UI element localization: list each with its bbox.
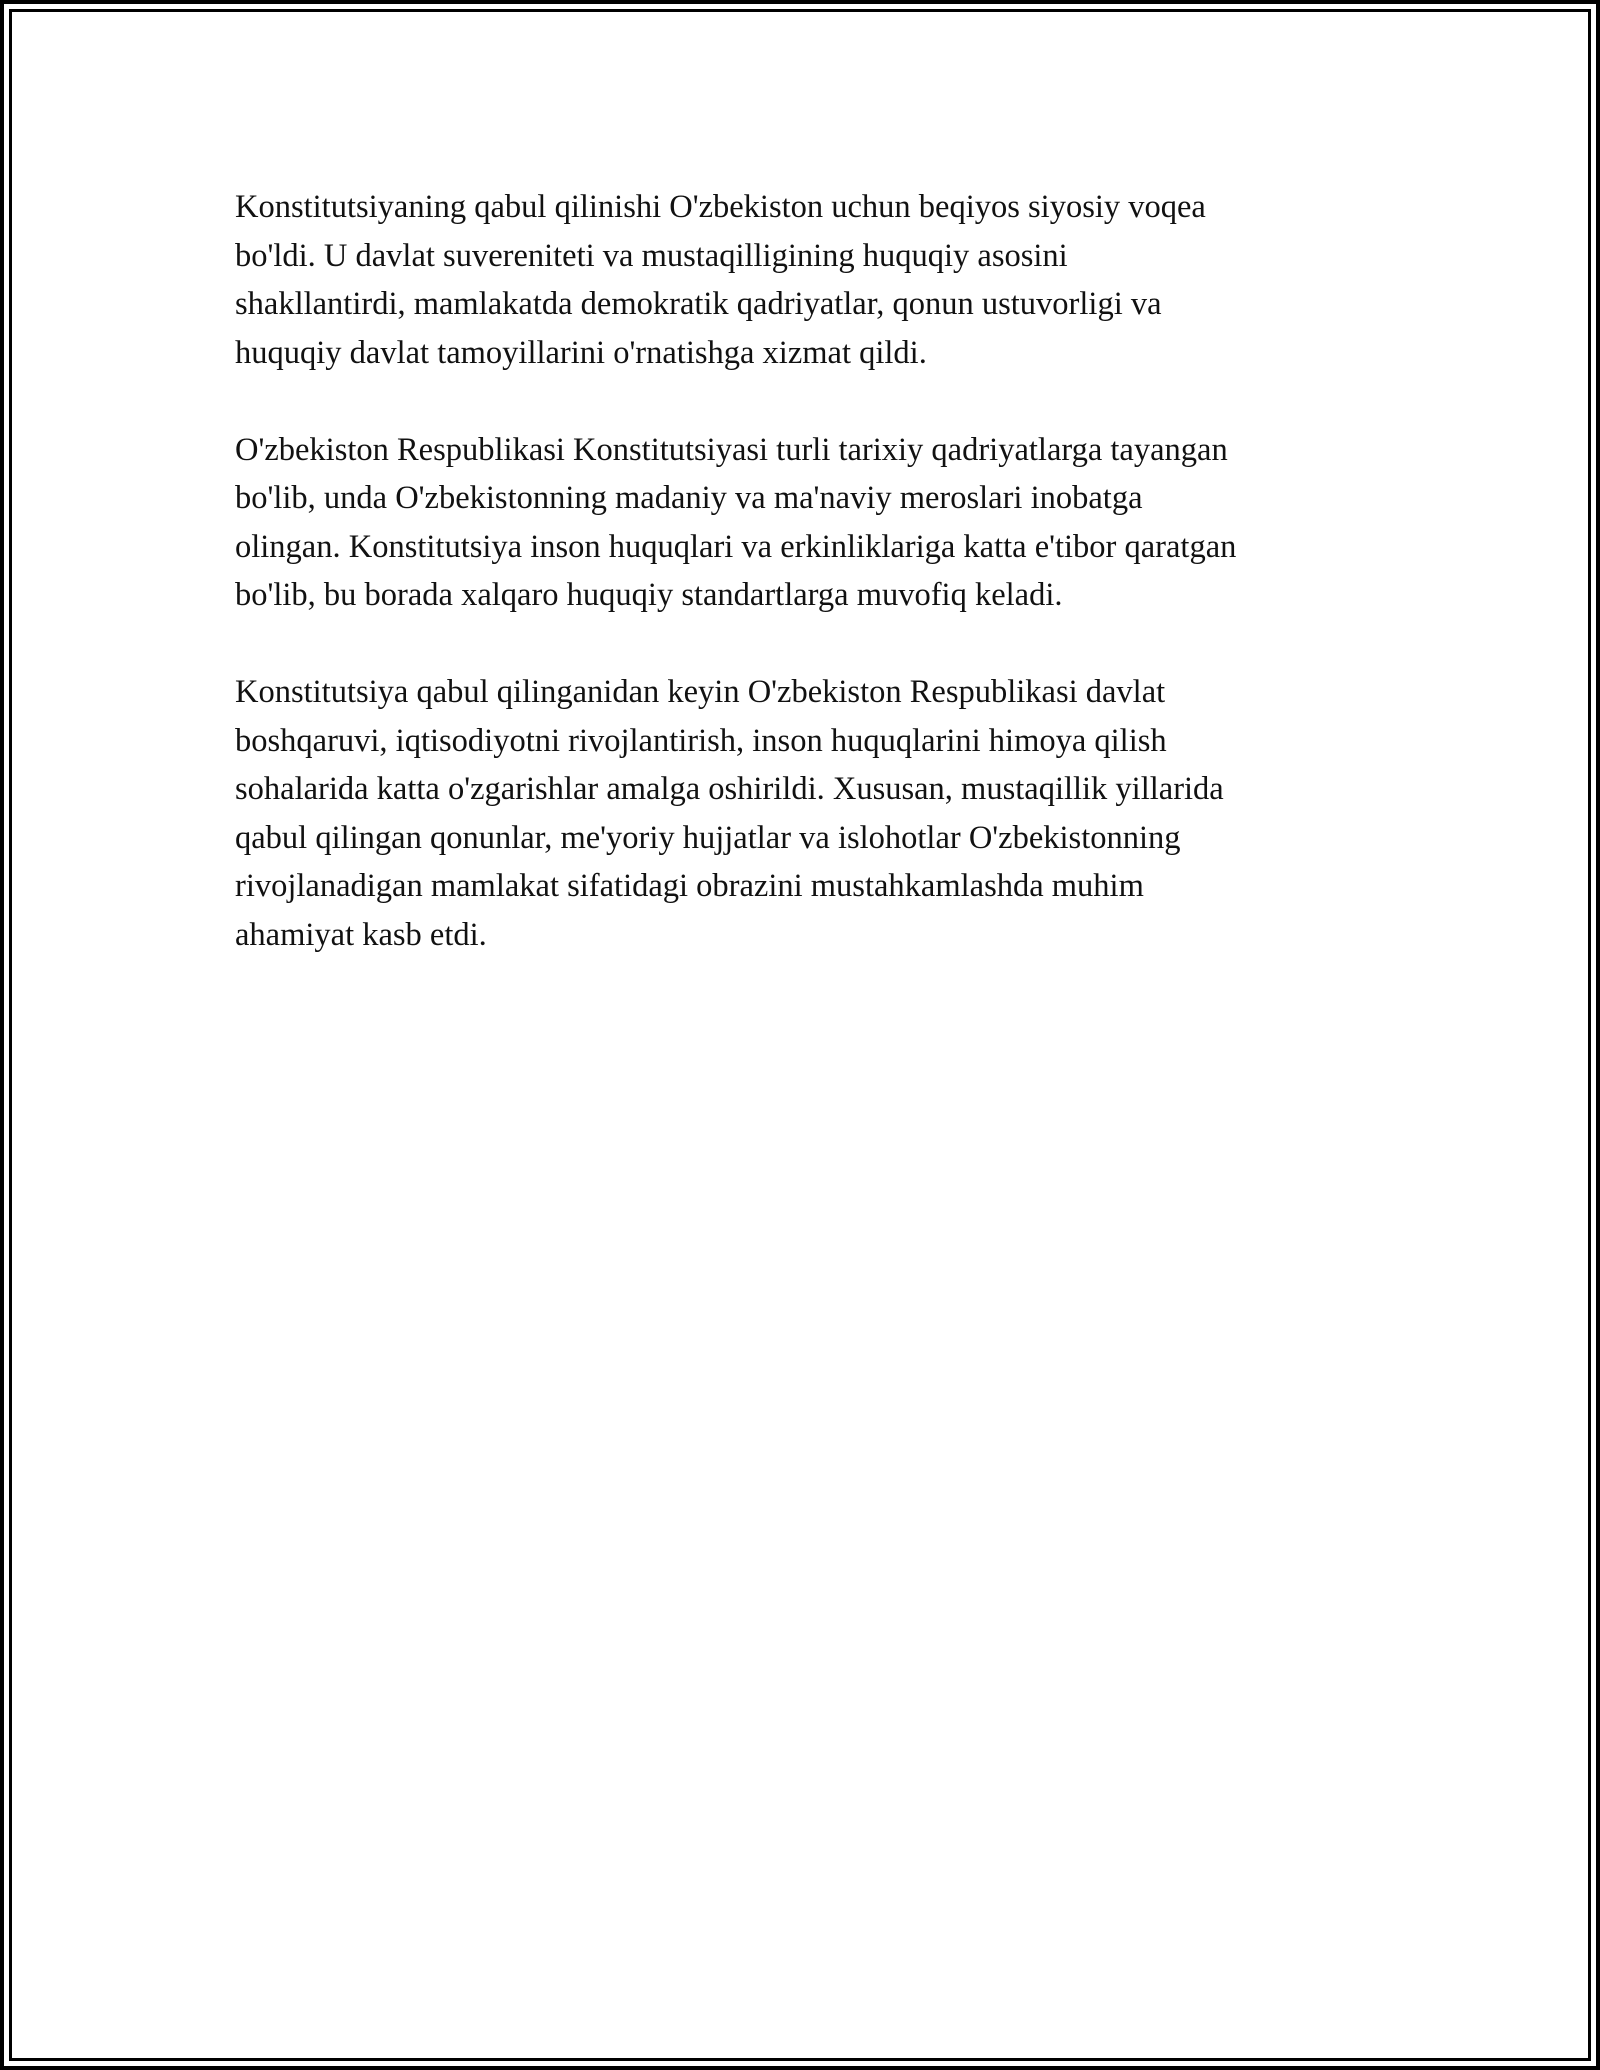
paragraph-line: bo'ldi. U davlat suvereniteti va mustaqilligining huquqiy asosini [235, 237, 1068, 274]
paragraph-line: boshqaruvi, iqtisodiyotni rivojlantirish, inson huquqlarini himoya qilish [235, 722, 1167, 759]
paragraph-2 [235, 426, 1380, 620]
paragraph-line: bo'lib, unda O'zbekistonning madaniy va ma'naviy meroslari inobatga [235, 480, 1143, 516]
paragraph-line: shakllantirdi, mamlakatda demokratik qadriyatlar, qonun ustuvorligi va [235, 286, 1162, 322]
paragraph-line: Konstitutsiyaning qabul qilinishi O'zbekiston uchun beqiyos siyosiy voqea [235, 189, 1206, 225]
paragraph-line: Konstitutsiya qabul qilinganidan keyin O'zbekiston Respublikasi davlat [235, 674, 1166, 710]
paragraph-line: huquqiy davlat tamoyillarini o'rnatishga xizmat qildi. [235, 334, 927, 371]
paragraph-1 [235, 183, 1380, 377]
paragraph-3 [235, 668, 1380, 959]
paragraph-line: rivojlanadigan mamlakat sifatidagi obrazini mustahkamlashda muhim [235, 868, 1144, 904]
paragraph-line: sohalarida katta o'zgarishlar amalga oshirildi. Xususan, mustaqillik yillarida [235, 771, 1224, 807]
paragraph-line: bo'lib, bu borada xalqaro huquqiy standartlarga muvofiq keladi. [235, 577, 1063, 613]
paragraph-line: ahamiyat kasb etdi. [235, 916, 487, 953]
paragraph-line: qabul qilingan qonunlar, me'yoriy hujjatlar va islohotlar O'zbekistonning [235, 819, 1181, 856]
paragraph-line: O'zbekiston Respublikasi Konstitutsiyasi turli tarixiy qadriyatlarga tayangan [235, 431, 1228, 468]
paragraph-line: olingan. Konstitutsiya inson huquqlari va erkinliklariga katta e'tibor qaratgan [235, 528, 1237, 565]
document-body [235, 183, 1380, 1008]
